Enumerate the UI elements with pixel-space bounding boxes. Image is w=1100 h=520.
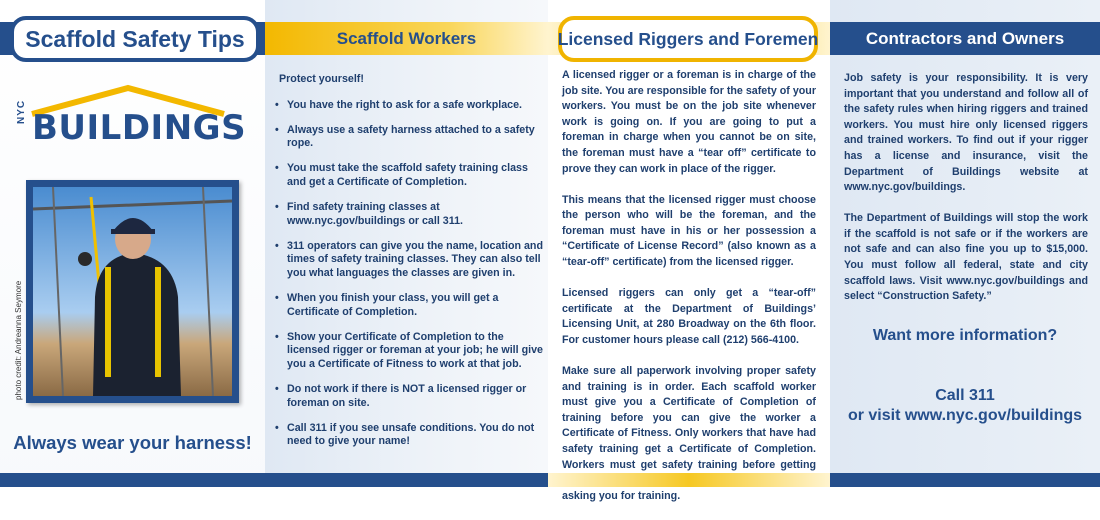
photo-credit: photo credit: Andreanna Seymore bbox=[14, 280, 23, 400]
more-info-heading: Want more information? bbox=[872, 327, 1058, 344]
list-item: • Find safety training classes at www.nyc.gov/buildings or call 311. bbox=[275, 201, 543, 228]
paragraph: Make sure all paperwork involving proper safety and training is in order. Each scaffold worker must give you a Certificate of Completion of training before you can give the worker a Certificate of Fitness. Only workers that have had safety training get a Certificate of Completion. Workers must get safety training before getting asking you for training. bbox=[562, 365, 816, 502]
list-item: • Show your Certificate of Completion to the licensed rigger or foreman at your job; he will give you a Certificate of Fitness to work at that job. bbox=[275, 331, 543, 372]
footer-bar bbox=[548, 473, 830, 487]
riggers-panel bbox=[548, 0, 830, 502]
paragraph: Job safety is your responsibility. It is very important that you understand and follow all of the safety rules when hiring riggers and trained workers. You must hire only licensed riggers and trained workers. To find out if your rigger has a license and insurance, visit the Department of Buildings website at www.nyc.gov/buildings. bbox=[844, 72, 1088, 194]
list-item: • 311 operators can give you the name, location and times of safety training classes. They can also tell you what languages the classes are given in. bbox=[275, 240, 543, 281]
workers-intro: Protect yourself! bbox=[279, 73, 364, 85]
list-item: • You must take the scaffold safety training class and get a Certificate of Completion. bbox=[275, 162, 543, 189]
workers-content bbox=[275, 73, 543, 460]
cover-panel bbox=[0, 0, 265, 487]
contractors-panel bbox=[830, 0, 1100, 487]
riggers-title: Licensed Riggers and Foremen bbox=[558, 16, 818, 62]
contractors-title: Contractors and Owners bbox=[865, 28, 1065, 48]
list-item: • Call 311 if you see unsafe conditions. You do not need to give your name! bbox=[275, 422, 543, 449]
worker-photo-frame bbox=[26, 180, 239, 403]
logo-nyc-text: NYC bbox=[16, 99, 27, 124]
paragraph: The Department of Buildings will stop the work if the scaffold is not safe or if the workers are not safe and can also fine you up to $15,000. You must follow all federal, state and city scaffold laws. Visit www.nyc.gov/buildings and select “Construction Safety.” bbox=[844, 212, 1088, 303]
cover-title: Scaffold Safety Tips bbox=[10, 16, 260, 62]
list-item: • Do not work if there is NOT a licensed rigger or foreman on site. bbox=[275, 383, 543, 410]
riggers-content bbox=[562, 68, 816, 520]
contractors-content bbox=[844, 71, 1088, 320]
harness-slogan: Always wear your harness! bbox=[13, 432, 252, 453]
worker-illustration bbox=[33, 187, 232, 396]
list-item: • Always use a safety harness attached to a safety rope. bbox=[275, 124, 543, 151]
logo-buildings-text: BUILDINGS bbox=[32, 108, 247, 148]
nyc-buildings-logo bbox=[10, 82, 250, 154]
footer-bar bbox=[265, 473, 548, 487]
paragraph: This means that the licensed rigger must choose the person who will be the foreman, and the foreman must have in his or her possession a “Certificate of License Record” (also known as a “tear-off” certificate) from the licensed rigger. bbox=[562, 193, 816, 269]
call-info bbox=[830, 386, 1100, 426]
footer-bar bbox=[830, 473, 1100, 487]
worker-photo bbox=[33, 187, 232, 396]
footer-bar bbox=[0, 473, 265, 487]
workers-panel bbox=[265, 0, 548, 487]
website-line: or visit www.nyc.gov/buildings bbox=[847, 407, 1083, 424]
paragraph: A licensed rigger or a foreman is in charge of the job site. You are responsible for the safety of your workers. You must be on the job site whenever work is going on. If you are going to put a foreman in charge when you cannot be on site, the foreman must have a “tear off” certificate to prove they can work in place of the rigger. bbox=[562, 69, 816, 175]
paragraph: Licensed riggers can only get a “tear-off” certificate at the Department of Buildings’ Licensing Unit, at 280 Broadway on the 6th floor. For customer hours please call (212) 566-4100. bbox=[562, 287, 816, 346]
call-311-line: Call 311 bbox=[935, 387, 995, 404]
workers-title: Scaffold Workers bbox=[336, 28, 477, 48]
workers-list bbox=[275, 99, 543, 449]
list-item: • You have the right to ask for a safe workplace. bbox=[275, 99, 543, 113]
list-item: • When you finish your class, you will get a Certificate of Completion. bbox=[275, 292, 543, 319]
